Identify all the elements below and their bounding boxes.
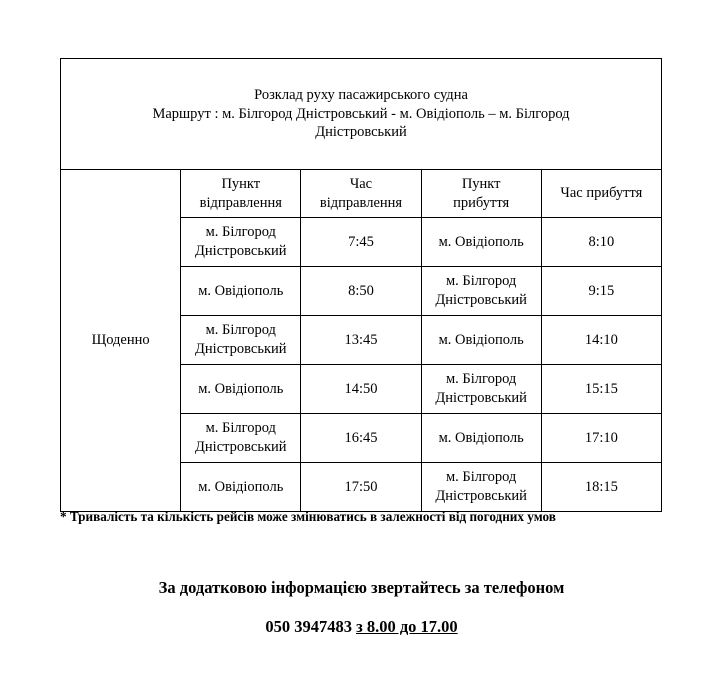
arrival-point-line-1: м. Білгород [446,273,517,290]
departure-point [181,267,301,316]
header-departure-point-line-1: Пункт [221,175,261,192]
departure-point-line-1: м. Білгород [205,224,276,241]
departure-time: 7:45 [301,218,421,267]
departure-time: 16:45 [301,414,421,463]
header-departure-time-line-2: відправлення [319,194,403,211]
header-departure-point-line-2: відправлення [199,194,282,211]
header-arrival-point-line-2: прибуття [453,194,510,211]
departure-time: 14:50 [301,365,421,414]
arrival-time: 17:10 [541,414,661,463]
header-departure-time-line-1: Час [349,175,373,192]
phone-number: 050 3947483 [265,617,352,636]
departure-point-line-1: м. Білгород [205,322,276,339]
departure-point-line-1: м. Овідіополь [198,282,284,299]
arrival-time: 15:15 [541,365,661,414]
title-line-1: Розклад руху пасажирського судна [254,87,468,104]
departure-point-line-1: м. Білгород [205,420,276,437]
arrival-point-line-1: м. Білгород [446,371,517,388]
departure-time: 8:50 [301,267,421,316]
departure-point [181,316,301,365]
title-line-2: Маршрут : м. Білгород Дністровський - м. Овідіополь – м. Білгород [152,105,570,122]
weather-disclaimer-footnote: * Тривалість та кількість рейсів може змінюватись в залежності від погодних умов [60,509,556,524]
departure-time: 17:50 [301,463,421,512]
arrival-point-line-1: м. Овідіополь [438,429,524,446]
header-arrival-point [421,170,541,218]
arrival-point [421,267,541,316]
arrival-time: 18:15 [541,463,661,512]
arrival-time: 9:15 [541,267,661,316]
ferry-schedule-table [60,58,662,512]
arrival-point [421,218,541,267]
contact-heading: За додатковою інформацією звертайтесь за телефоном [158,578,565,597]
departure-point [181,414,301,463]
header-arrival-time-line-1: Час прибуття [560,185,643,202]
departure-point-line-2: Дністровський [195,341,287,357]
header-departure-point [181,170,301,218]
header-departure-time [301,170,421,218]
departure-point-line-1: м. Овідіополь [198,380,284,397]
phone-hours: з 8.00 до 17.00 [356,617,458,636]
title-row [61,59,662,170]
header-arrival-time [541,170,661,218]
arrival-point [421,414,541,463]
arrival-point [421,463,541,512]
arrival-point-line-2: Дністровський [435,488,527,504]
title-line-3: Дністровський [315,124,407,141]
departure-point-line-2: Дністровський [195,439,287,455]
arrival-point-line-2: Дністровський [435,292,527,308]
departure-point-line-2: Дністровський [195,243,287,259]
departure-point [181,365,301,414]
table-header-row [61,170,662,218]
departure-time: 13:45 [301,316,421,365]
document-title [61,59,662,170]
departure-point [181,218,301,267]
header-arrival-point-line-1: Пункт [461,175,501,192]
arrival-point-line-1: м. Білгород [446,469,517,486]
arrival-point [421,316,541,365]
arrival-point [421,365,541,414]
contact-phone-line [0,617,723,637]
arrival-time: 14:10 [541,316,661,365]
arrival-point-line-1: м. Овідіополь [438,233,524,250]
frequency-cell: Щоденно [61,170,181,512]
arrival-point-line-1: м. Овідіополь [438,331,524,348]
departure-point [181,463,301,512]
departure-point-line-1: м. Овідіополь [198,478,284,495]
arrival-time: 8:10 [541,218,661,267]
arrival-point-line-2: Дністровський [435,390,527,406]
